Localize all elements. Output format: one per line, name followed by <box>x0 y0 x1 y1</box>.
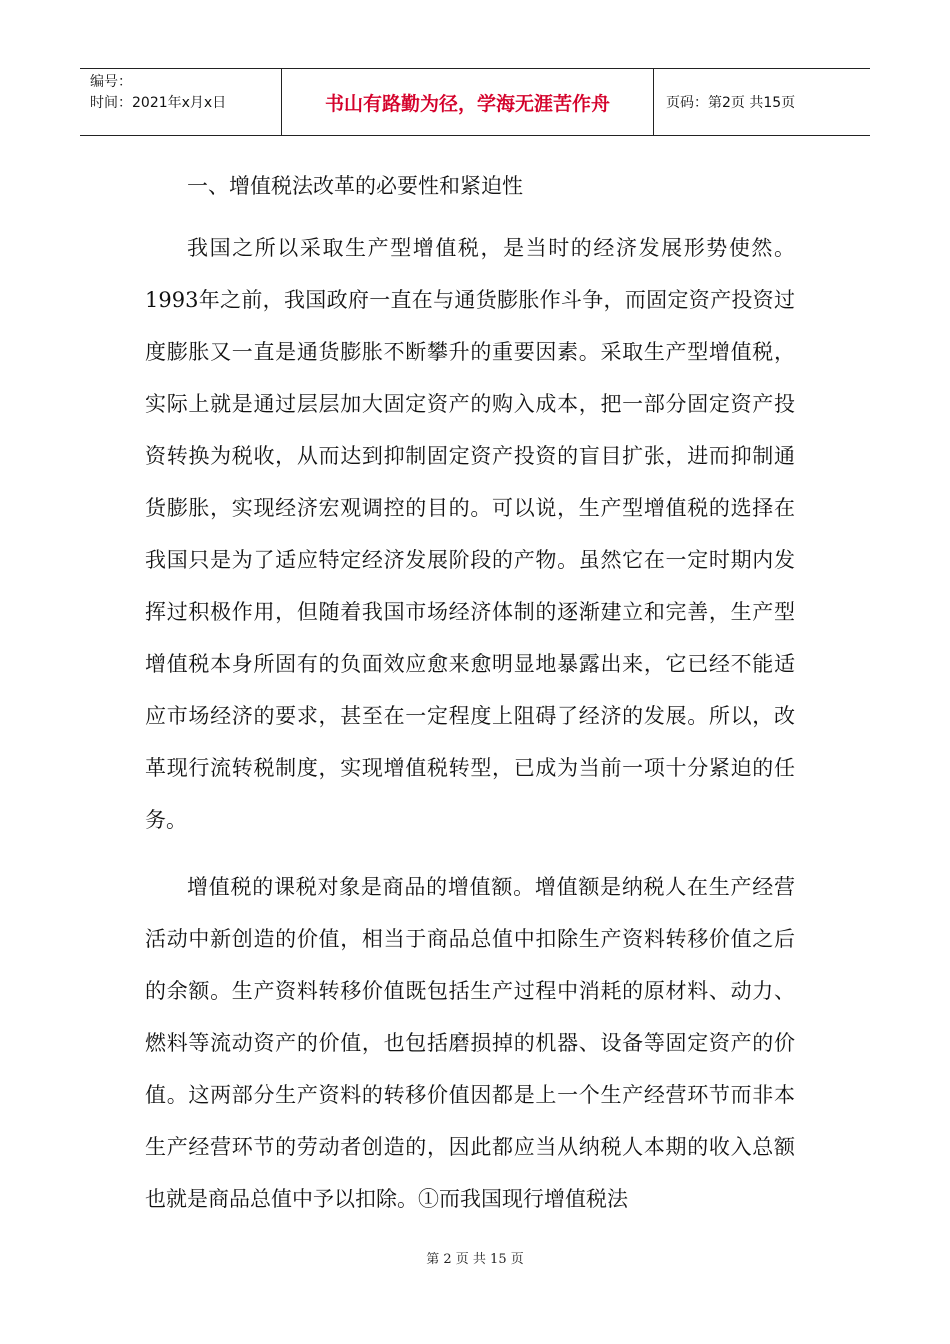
document-header <box>80 68 870 136</box>
section-heading: 一、增值税法改革的必要性和紧迫性 <box>187 174 523 198</box>
time-label: 时间：2021年x月x日 <box>90 95 227 111</box>
header-page-info: 页码：第2页 共15页 <box>666 95 796 111</box>
number-label: 编号： <box>90 74 132 90</box>
paragraph: 增值税的课税对象是商品的增值额。增值额是纳税人在生产经营活动中新创造的价值，相当于商品总值中扣除生产资料转移价值之后的余额。生产资料转移价值既包括生产过程中消耗的原材料、动力、燃料等流动资产的价值，也包括磨损掉的机器、设备等固定资产的价值。这两部分生产资料的转移价值因都是上一个生产经营环节而非本生产经营环节的劳动者创造的，因此都应当从纳税人本期的收入总额也就是商品总值中予以扣除。①而我国现行增值税法 <box>145 875 795 1211</box>
header-motto: 书山有路勤为径，学海无涯苦作舟 <box>282 69 654 135</box>
paragraph: 我国之所以采取生产型增值税，是当时的经济发展形势使然。1993年之前，我国政府一直在与通货膨胀作斗争，而固定资产投资过度膨胀又一直是通货膨胀不断攀升的重要因素。采取生产型增值税，实际上就是通过层层加大固定资产的购入成本，把一部分固定资产投资转换为税收，从而达到抑制固定资产投资的盲目扩张，进而抑制通货膨胀，实现经济宏观调控的目的。可以说，生产型增值税的选择在我国只是为了适应特定经济发展阶段的产物。虽然它在一定时期内发挥过积极作用，但随着我国市场经济体制的逐渐建立和完善，生产型增值税本身所固有的负面效应愈来愈明显地暴露出来，它已经不能适应市场经济的要求，甚至在一定程度上阻碍了经济的发展。所以，改革现行流转税制度，实现增值税转型，已成为当前一项十分紧迫的任务。 <box>145 236 795 832</box>
document-body <box>145 160 795 1225</box>
page-footer: 第 2 页 共 15 页 <box>426 1252 524 1267</box>
header-meta <box>80 69 282 135</box>
